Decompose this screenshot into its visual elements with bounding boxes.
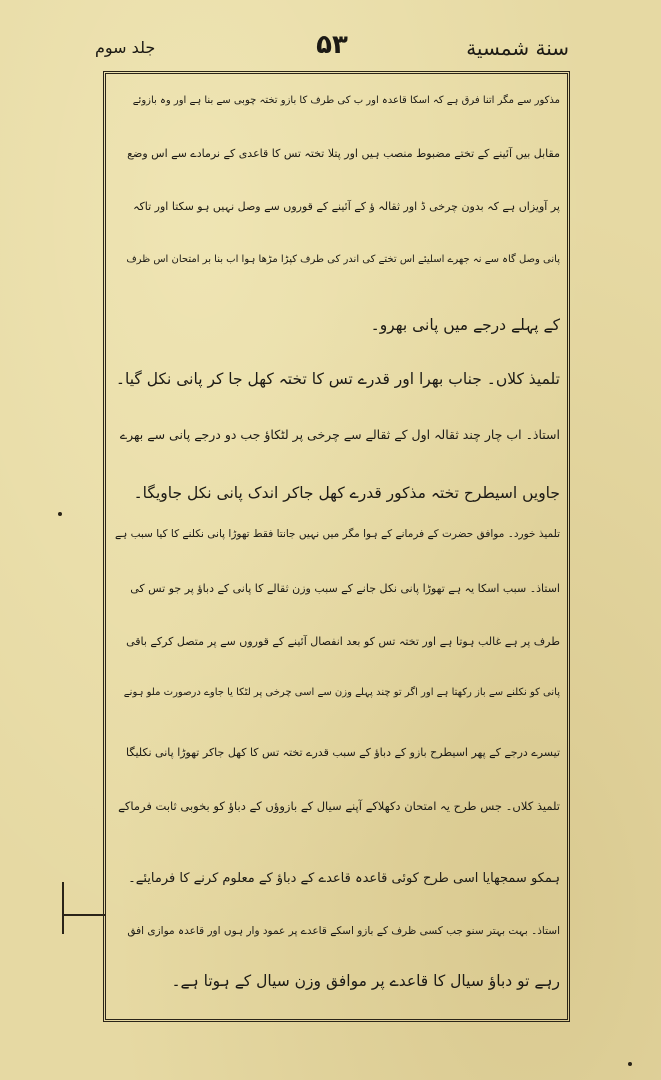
text-line: استاذ۔ بہت بہتر سنو جب کسی ظرف کے بازو اسکے قاعدے پر عمود وار ہوں اور قاعدہ موازی افق (127, 925, 560, 937)
text-line: استاذ۔ سبب اسکا یہ ہے تھوڑا پانی نکل جانے کے سبب وزن ثقالے کا پانی کے دباؤ پر جو تس کی (130, 582, 560, 595)
text-line: استاذ۔ اب چار چند ثقالہ اول کے ثقالے سے چرخی پر لٹکاؤ جب دو درجے پانی سے بھرے (119, 427, 560, 442)
margin-bracket-vertical (62, 882, 64, 934)
body-text (115, 86, 560, 1011)
text-line: تلمیذ خورد۔ موافق حضرت کے فرمانے کے ہوا مگر میں نہیں جانتا فقط تھوڑا پانی نکلنے کا کیا سبب ہے (115, 528, 560, 540)
margin-dot (628, 1062, 632, 1066)
text-line: ہمکو سمجھایا اسی طرح کوئی قاعدہ قاعدے کے دباؤ کے معلوم کرنے کا فرمایئے۔ (128, 871, 560, 886)
margin-dot (58, 512, 62, 516)
text-line: مذکور سے مگر اتنا فرق ہے کہ اسکا قاعدہ اور ب کی طرف کا بازو تختہ چوبی سے بنا ہے اور وہ بازوئے (132, 95, 560, 106)
running-title: سنة شمسية (466, 36, 569, 60)
page-header (95, 30, 569, 70)
text-line: جاویں اسیطرح تختہ مذکور قدرے کھل جاکر اندک پانی نکل جاویگا۔ (133, 484, 560, 502)
text-line: کے پہلے درجے میں پانی بھرو۔ (370, 316, 560, 334)
text-line: رہے تو دباؤ سیال کا قاعدے پر موافق وزن سیال کے ہوتا ہے۔ (171, 972, 560, 990)
text-line: مقابل بیں آئینے کے تختے مضبوط منصب ہیں اور پتلا تختہ تس کا قاعدی کے نرمادے سے اس وضع (127, 147, 560, 160)
volume-label: جلد سوم (95, 38, 156, 57)
text-line: تلمیذ کلاں۔ جناب بھرا اور قدرے تس کا تختہ کھل جا کر پانی نکل گیا۔ (115, 370, 560, 388)
text-line: تیسرے درجے کے پھر اسیطرح بازو کے دباؤ کے سبب قدرے تختہ تس کا کھل جاکر تھوڑا پانی نکلیگا (126, 746, 560, 759)
text-line: پر آویزاں ہے کہ بدون چرخی ڈ اور ثقالہ ؤ کے آئینے کے قوروں سے وصل نہیں ہو سکتا اور تاکہ (133, 200, 560, 213)
margin-bracket-horizontal (62, 914, 106, 916)
text-line: پانی وصل گاہ سے نہ جھرے اسلیئے اس تختے کی اندر کی طرف کپڑا مڑھا ہوا اب بنا بر امتحان اس ظرف (126, 254, 560, 265)
text-line: طرف پر ہے غالب ہوتا ہے اور تختہ تس کو بعد انفصال آئینے کے قوروں سے پر متصل کرکے باقی (126, 635, 560, 648)
page-number: ۵۳ (316, 30, 348, 60)
text-line: پانی کو نکلنے سے باز رکھتا ہے اور اگر تو چند پہلے وزن سے اسی چرخی پر لٹکا یا جاوے درصورت ملو ہونے (123, 687, 560, 698)
text-line: تلمیذ کلاں۔ جس طرح یہ امتحان دکھلاکے آپنے سیال کے بازوؤں کے دباؤ کو بخوبی ثابت فرماکے (118, 799, 560, 813)
